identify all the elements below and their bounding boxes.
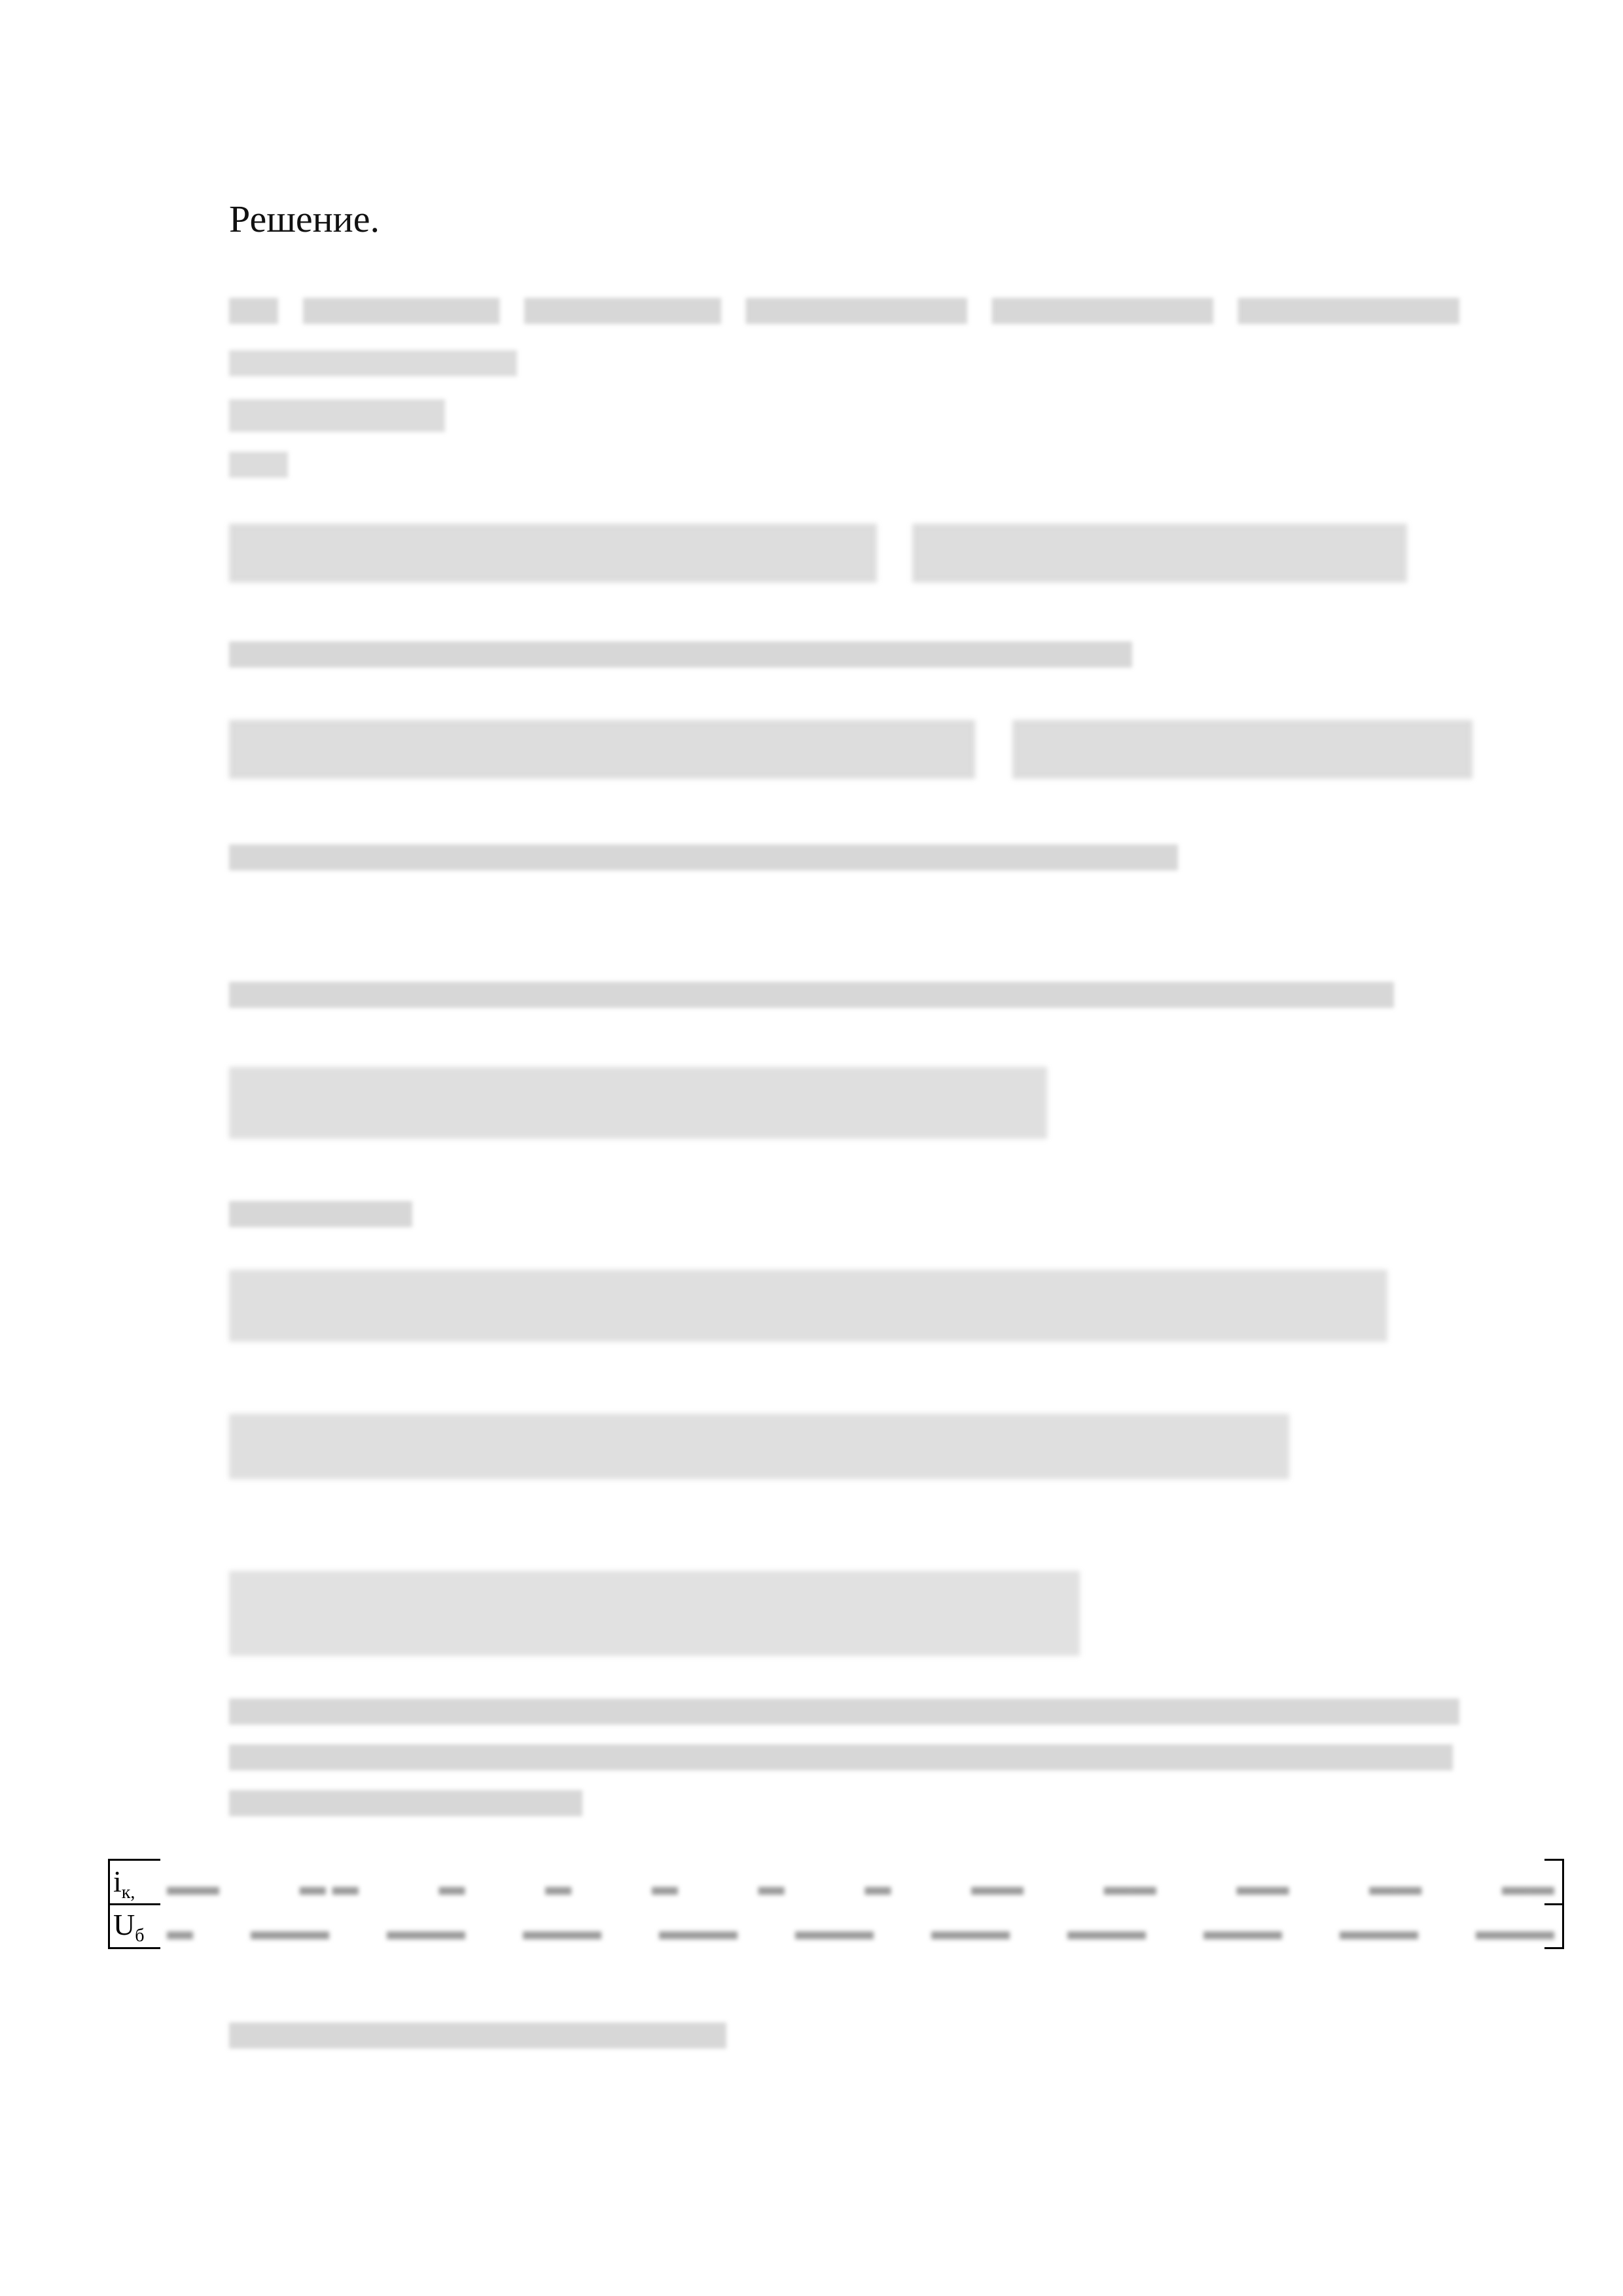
blurred-text-line xyxy=(229,452,288,478)
table-border xyxy=(1544,1859,1564,1861)
table-cell: ▬▬▬ xyxy=(387,1916,465,1945)
table-cell: ▬▬▬ xyxy=(795,1916,874,1945)
blurred-text-line xyxy=(229,1744,1453,1770)
table-row xyxy=(167,1871,1554,1901)
blurred-text-line xyxy=(229,298,1459,324)
blurred-formula xyxy=(229,1571,1080,1656)
blurred-text-line xyxy=(229,641,1132,668)
blurred-text-line xyxy=(229,1698,1459,1725)
table-cell: ▬▬ xyxy=(971,1871,1024,1901)
table-cell: ▬▬▬ xyxy=(251,1916,329,1945)
blurred-text-line xyxy=(229,982,1394,1008)
table-cell: ▬▬ xyxy=(1501,1871,1554,1901)
blurred-formula xyxy=(229,524,1407,583)
data-table xyxy=(108,1859,1564,1949)
table-cell: ▬ xyxy=(545,1871,572,1901)
blurred-text-line xyxy=(229,1790,582,1816)
table-cell: ▬▬▬ xyxy=(523,1916,601,1945)
table-row-header xyxy=(113,1864,135,1903)
blurred-formula xyxy=(229,1270,1387,1342)
table-cell: ▬▬▬ xyxy=(1067,1916,1146,1945)
table-border xyxy=(108,1859,160,1861)
table-cell: ▬▬▬ xyxy=(659,1916,738,1945)
blurred-formula xyxy=(229,399,445,432)
table-border xyxy=(1544,1947,1564,1949)
table-cell: ▬ xyxy=(167,1916,193,1945)
table-cell: ▬▬▬ xyxy=(931,1916,1010,1945)
table-cell: ▬▬▬ xyxy=(1340,1916,1418,1945)
blurred-formula xyxy=(229,1067,1047,1139)
table-border xyxy=(108,1947,160,1949)
table-cell: ▬ xyxy=(865,1871,891,1901)
table-row-header xyxy=(113,1907,144,1946)
table-cell: ▬ ▬ xyxy=(299,1871,359,1901)
row-header-subscript: б xyxy=(135,1926,145,1946)
blurred-formula xyxy=(229,1414,1289,1479)
table-cell: ▬▬ xyxy=(1369,1871,1422,1901)
table-cell: ▬▬ xyxy=(167,1871,219,1901)
solution-heading: Решение. xyxy=(229,198,380,240)
row-header-subscript: к, xyxy=(121,1882,135,1903)
row-header-symbol: U xyxy=(113,1908,135,1941)
blurred-formula xyxy=(229,720,1472,779)
table-cell: ▬ xyxy=(758,1871,785,1901)
table-cell: ▬▬▬ xyxy=(1476,1916,1554,1945)
blurred-text-line xyxy=(229,350,517,376)
table-border xyxy=(108,1903,160,1905)
blurred-text-line xyxy=(229,1201,412,1227)
table-border xyxy=(1544,1903,1564,1905)
blurred-text-line xyxy=(229,844,1178,870)
table-cell: ▬▬▬ xyxy=(1204,1916,1282,1945)
table-cell: ▬▬ xyxy=(1103,1871,1156,1901)
row-header-symbol: i xyxy=(113,1865,122,1898)
table-cell: ▬ xyxy=(438,1871,465,1901)
table-row xyxy=(167,1915,1554,1946)
blurred-text-line xyxy=(229,2022,726,2049)
table-cell: ▬ xyxy=(651,1871,678,1901)
table-cell: ▬▬ xyxy=(1236,1871,1289,1901)
